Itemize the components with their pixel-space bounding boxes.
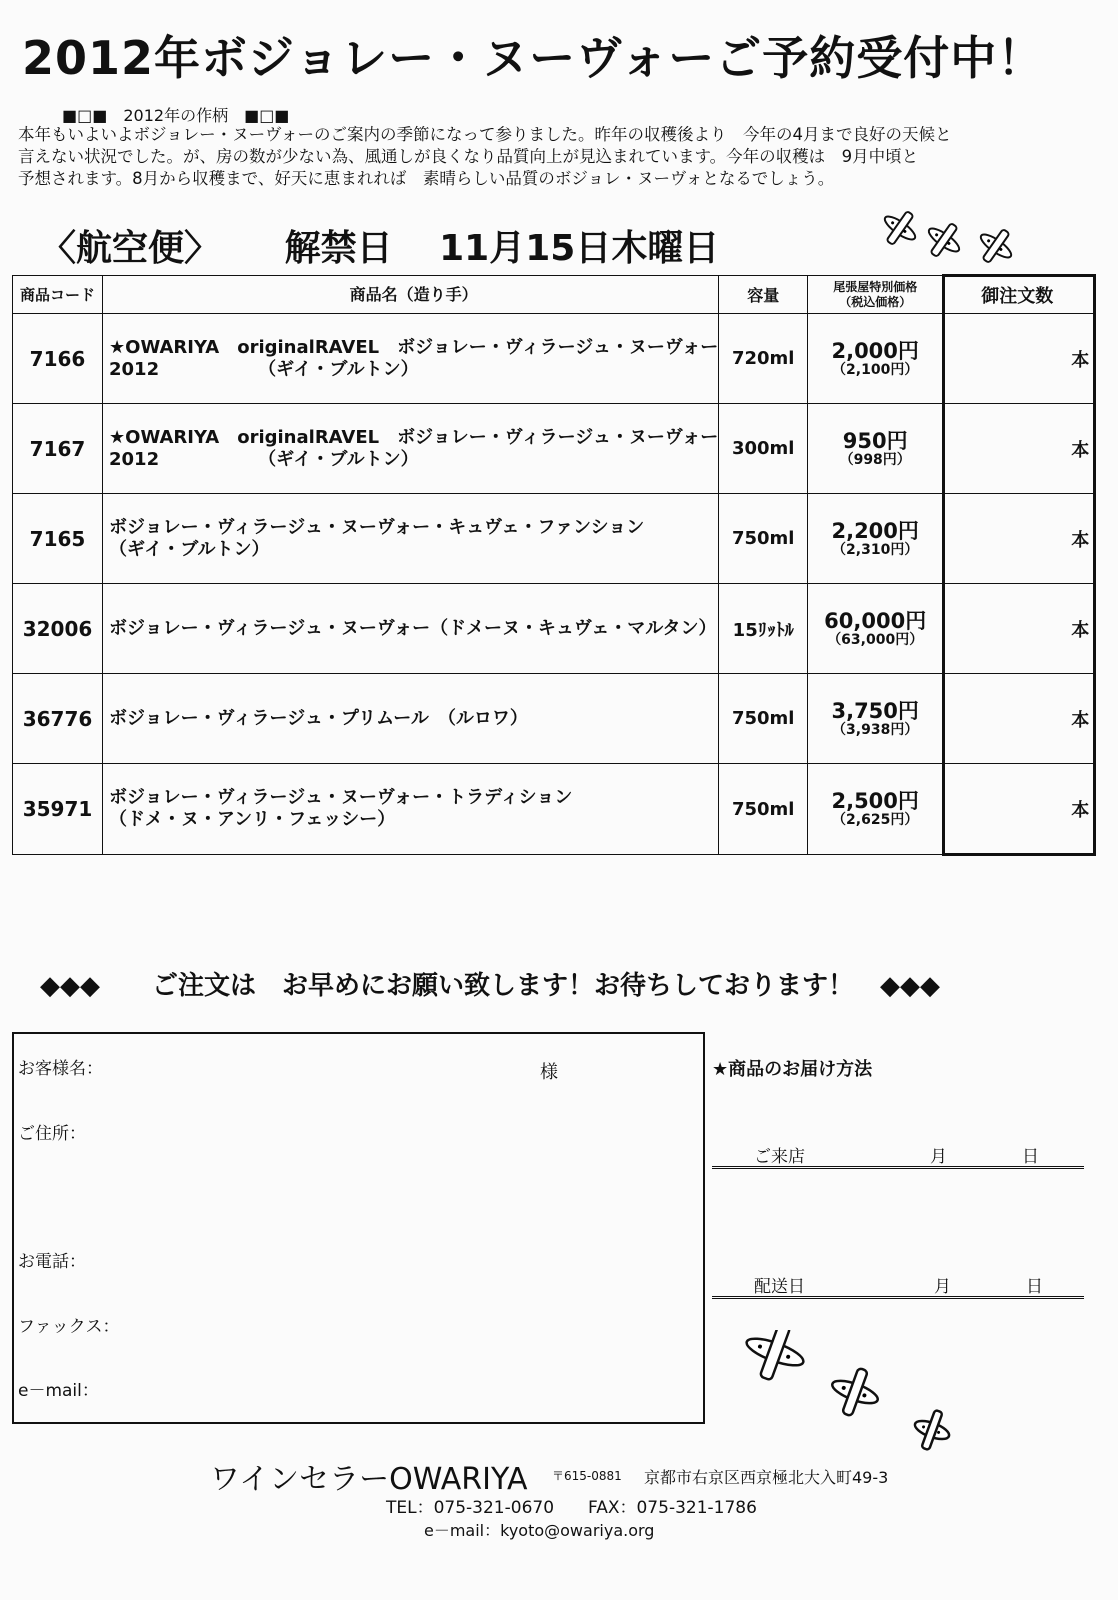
qty-input-cell[interactable]: 本 (944, 764, 1095, 855)
table-row (13, 494, 1095, 584)
product-price (808, 314, 944, 404)
airplane-icon (919, 215, 969, 265)
month-label: 月 (934, 1277, 951, 1297)
airplane-icon (740, 1330, 813, 1389)
col-header-name: 商品名（造り手） (103, 276, 719, 314)
product-code: 36776 (13, 674, 103, 764)
table-row (13, 674, 1095, 764)
product-volume: 750ml (719, 764, 808, 855)
product-name-line2: 2012 （ギイ・ブルトン） (109, 448, 419, 470)
product-code: 7165 (13, 494, 103, 584)
product-name (103, 494, 719, 584)
price-main: 2,000円 (831, 338, 919, 363)
product-price (808, 764, 944, 855)
airplane-icon (878, 203, 925, 253)
product-volume: 750ml (719, 674, 808, 764)
product-code: 7166 (13, 314, 103, 404)
shop-phone: TEL：075-321-0670 (386, 1498, 555, 1518)
honorific-label: 様 (540, 1062, 558, 1083)
qty-input-cell[interactable]: 本 (944, 494, 1095, 584)
qty-input-cell[interactable]: 本 (944, 314, 1095, 404)
airplane-icon (908, 1405, 956, 1455)
product-volume: 750ml (719, 494, 808, 584)
price-header-line2: （税込価格） (839, 294, 912, 309)
order-table (12, 274, 1096, 856)
product-price (808, 404, 944, 494)
table-header-row (13, 276, 1095, 314)
intro-line: 本年もいよいよボジョレー・ヌーヴォーのご案内の季節になって参りました。昨年の収穫後より 今年の4月まで良好の天候と (18, 125, 952, 144)
product-code: 32006 (13, 584, 103, 674)
product-name-line1: ボジョレー・ヴィラージュ・ヌーヴォー（ドメーヌ・キュヴェ・マルタン） (109, 617, 717, 639)
col-header-price (808, 276, 944, 314)
store-visit-label: ご来店 (754, 1147, 805, 1167)
product-price (808, 584, 944, 674)
intro-line: 言えない状況でした。が、房の数が少ない為、風通しが良くなり品質向上が見込まれています。今年の収穫は 9月中頃と (18, 147, 919, 166)
release-date: 11月15日木曜日 (439, 228, 720, 269)
price-main: 60,000円 (824, 608, 927, 633)
delivery-method-title: ★商品のお届け方法 (712, 1059, 873, 1080)
shop-name: ワインセラーOWARIYA (210, 1462, 528, 1497)
day-label: 日 (1026, 1277, 1043, 1297)
shop-fax: FAX：075-321-1786 (588, 1498, 757, 1518)
product-name (103, 404, 719, 494)
airplane-icons-top (878, 200, 1028, 270)
email-field[interactable]: e－mail： (18, 1381, 99, 1401)
price-main: 2,200円 (831, 518, 919, 543)
price-tax: （2,100円） (832, 361, 919, 378)
fax-field[interactable]: ファックス： (18, 1317, 120, 1337)
col-header-volume: 容量 (719, 276, 808, 314)
price-tax: （3,938円） (832, 721, 919, 738)
day-label: 日 (1022, 1147, 1039, 1167)
qty-input-cell[interactable]: 本 (944, 404, 1095, 494)
product-name (103, 764, 719, 855)
product-name-line2: 2012 （ギイ・ブルトン） (109, 358, 419, 380)
product-price (808, 674, 944, 764)
product-name (103, 314, 719, 404)
address-field[interactable]: ご住所： (18, 1124, 86, 1144)
product-volume: 720ml (719, 314, 808, 404)
shipping-date-label: 配送日 (754, 1277, 805, 1297)
price-main: 950円 (842, 428, 908, 453)
vintage-heading: ■□■ 2012年の作柄 ■□■ (62, 106, 290, 125)
qty-input-cell[interactable]: 本 (944, 674, 1095, 764)
product-name-line1: ボジョレー・ヴィラージュ・ヌーヴォー・キュヴェ・ファンション (109, 516, 645, 538)
customer-form (12, 1032, 705, 1424)
intro-text (18, 124, 1108, 190)
product-price (808, 494, 944, 584)
airplane-icons-bottom (740, 1330, 980, 1460)
order-notice: ◆◆◆ ご注文は お早めにお願い致します！お待ちしております！ ◆◆◆ (40, 971, 940, 1001)
price-tax: （998円） (839, 451, 911, 468)
price-main: 3,750円 (831, 698, 919, 723)
product-volume: 300ml (719, 404, 808, 494)
table-row (13, 584, 1095, 674)
postal-code: 〒615-0881 (552, 1469, 622, 1483)
product-name-line1: ボジョレー・ヴィラージュ・ヌーヴォー・トラディション (109, 787, 573, 808)
product-name (103, 584, 719, 674)
store-visit-date-field[interactable] (712, 1140, 1084, 1169)
airmail-label: 〈航空便〉 (40, 228, 221, 269)
table-row (13, 314, 1095, 404)
airplane-icon (971, 221, 1021, 270)
month-label: 月 (930, 1147, 947, 1167)
product-code: 7167 (13, 404, 103, 494)
shipping-date-field[interactable] (712, 1270, 1084, 1299)
product-name-line1: ★OWARIYA originalRAVEL ボジョレー・ヴィラージュ・ヌーヴォー (109, 336, 719, 358)
airmail-heading (40, 220, 719, 271)
intro-line: 予想されます。8月から収穫まで、好天に恵まれれば 素晴らしい品質のボジョレ・ヌーヴォとなるでしょう。 (18, 169, 835, 188)
product-volume: 15ﾘｯﾄﾙ (719, 584, 808, 674)
customer-name-field[interactable]: お客様名： (18, 1059, 103, 1079)
price-header-line1: 尾張屋特別価格 (833, 279, 918, 294)
airplane-icon (824, 1361, 886, 1423)
price-tax: （2,625円） (832, 812, 919, 828)
product-name-line2: （ドメ・ヌ・アンリ・フェッシー） (109, 809, 396, 830)
shop-email[interactable]: e－mail：kyoto@owariya.org (424, 1521, 655, 1540)
table-row (13, 404, 1095, 494)
col-header-code: 商品コード (13, 276, 103, 314)
price-main: 2,500円 (831, 789, 919, 813)
price-tax: （2,310円） (832, 541, 919, 558)
qty-input-cell[interactable]: 本 (944, 584, 1095, 674)
table-row (13, 764, 1095, 855)
phone-field[interactable]: お電話： (18, 1252, 86, 1272)
page-title: 2012年ボジョレー・ヌーヴォーご予約受付中！ (22, 31, 1045, 85)
release-label: 解禁日 (284, 228, 393, 269)
shop-address: 京都市右京区西京極北大入町49-3 (644, 1468, 889, 1487)
product-name (103, 674, 719, 764)
col-header-qty: 御注文数 (944, 276, 1095, 314)
product-name-line2: （ギイ・ブルトン） (109, 538, 270, 560)
price-tax: （63,000円） (827, 631, 924, 648)
product-code: 35971 (13, 764, 103, 855)
product-name-line1: ★OWARIYA originalRAVEL ボジョレー・ヴィラージュ・ヌーヴォー (109, 426, 719, 448)
product-name-line1: ボジョレー・ヴィラージュ・プリムール （ルロワ） (109, 707, 528, 729)
